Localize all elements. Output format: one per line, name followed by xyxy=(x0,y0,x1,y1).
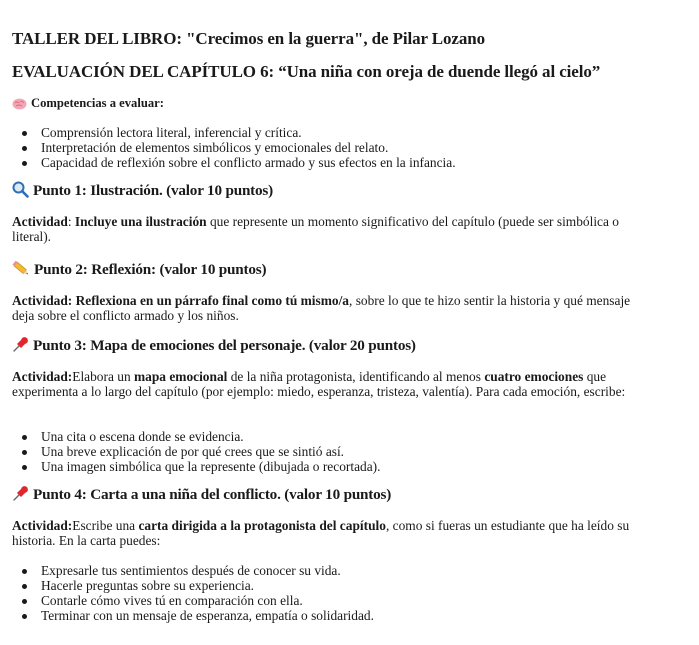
list-item: Capacidad de reflexión sobre el conflicto armado y sus efectos en la infancia. xyxy=(12,155,456,170)
pencil-icon xyxy=(12,260,30,282)
punto3-list xyxy=(12,429,380,474)
punto3-heading xyxy=(12,336,416,358)
punto2-heading xyxy=(12,260,266,282)
punto3-heading-text: Punto 3: Mapa de emociones del personaje. (valor 20 puntos) xyxy=(33,337,416,354)
magnifier-icon xyxy=(12,181,29,203)
punto1-heading xyxy=(12,181,273,203)
pushpin-icon xyxy=(12,336,29,358)
list-item: Terminar con un mensaje de esperanza, empatía o solidaridad. xyxy=(12,608,374,623)
punto4-activity: Actividad:Escribe una carta dirigida a la protagonista del capítulo, como si fueras un estudiante que ha leído su historia. En la carta puedes: xyxy=(12,518,630,548)
competencias-heading xyxy=(12,95,164,114)
list-item: Interpretación de elementos simbólicos y emocionales del relato. xyxy=(12,140,456,155)
list-item: Comprensión lectora literal, inferencial y crítica. xyxy=(12,125,456,140)
punto2-heading-text: Punto 2: Reflexión: (valor 10 puntos) xyxy=(34,261,267,278)
brain-icon xyxy=(12,98,27,114)
list-item: Hacerle preguntas sobre su experiencia. xyxy=(12,578,374,593)
list-item: Contarle cómo vives tú en comparación con ella. xyxy=(12,593,374,608)
punto1-activity: Actividad: Incluye una ilustración que represente un momento significativo del capítulo (puede ser simbólica o literal). xyxy=(12,214,619,244)
document-title: TALLER DEL LIBRO: "Crecimos en la guerra", de Pilar Lozano xyxy=(12,29,486,48)
punto3-activity: Actividad:Elabora un mapa emocional de la niña protagonista, identificando al menos cuatro emociones que experimenta a lo largo del capítulo (por ejemplo: miedo, esperanza, tristeza, valentía). Para cada emoción, escribe: xyxy=(12,369,626,399)
pushpin-icon xyxy=(12,485,29,507)
competencias-heading-text: Competencias a evaluar: xyxy=(31,96,164,110)
punto1-heading-text: Punto 1: Ilustración. (valor 10 puntos) xyxy=(33,182,274,199)
punto4-heading-text: Punto 4: Carta a una niña del conflicto. (valor 10 puntos) xyxy=(33,486,392,503)
punto4-list xyxy=(12,563,374,623)
competencias-list xyxy=(12,125,456,170)
list-item: Una imagen simbólica que la represente (dibujada o recortada). xyxy=(12,459,380,474)
punto4-heading xyxy=(12,485,391,507)
list-item: Expresarle tus sentimientos después de conocer su vida. xyxy=(12,563,374,578)
list-item: Una breve explicación de por qué crees que se sintió así. xyxy=(12,444,380,459)
document-subtitle: EVALUACIÓN DEL CAPÍTULO 6: “Una niña con oreja de duende llegó al cielo” xyxy=(12,62,601,81)
list-item: Una cita o escena donde se evidencia. xyxy=(12,429,380,444)
punto2-activity: Actividad: Reflexiona en un párrafo final como tú mismo/a, sobre lo que te hizo sentir la historia y qué mensaje deja sobre el conflicto armado y los niños. xyxy=(12,293,631,323)
